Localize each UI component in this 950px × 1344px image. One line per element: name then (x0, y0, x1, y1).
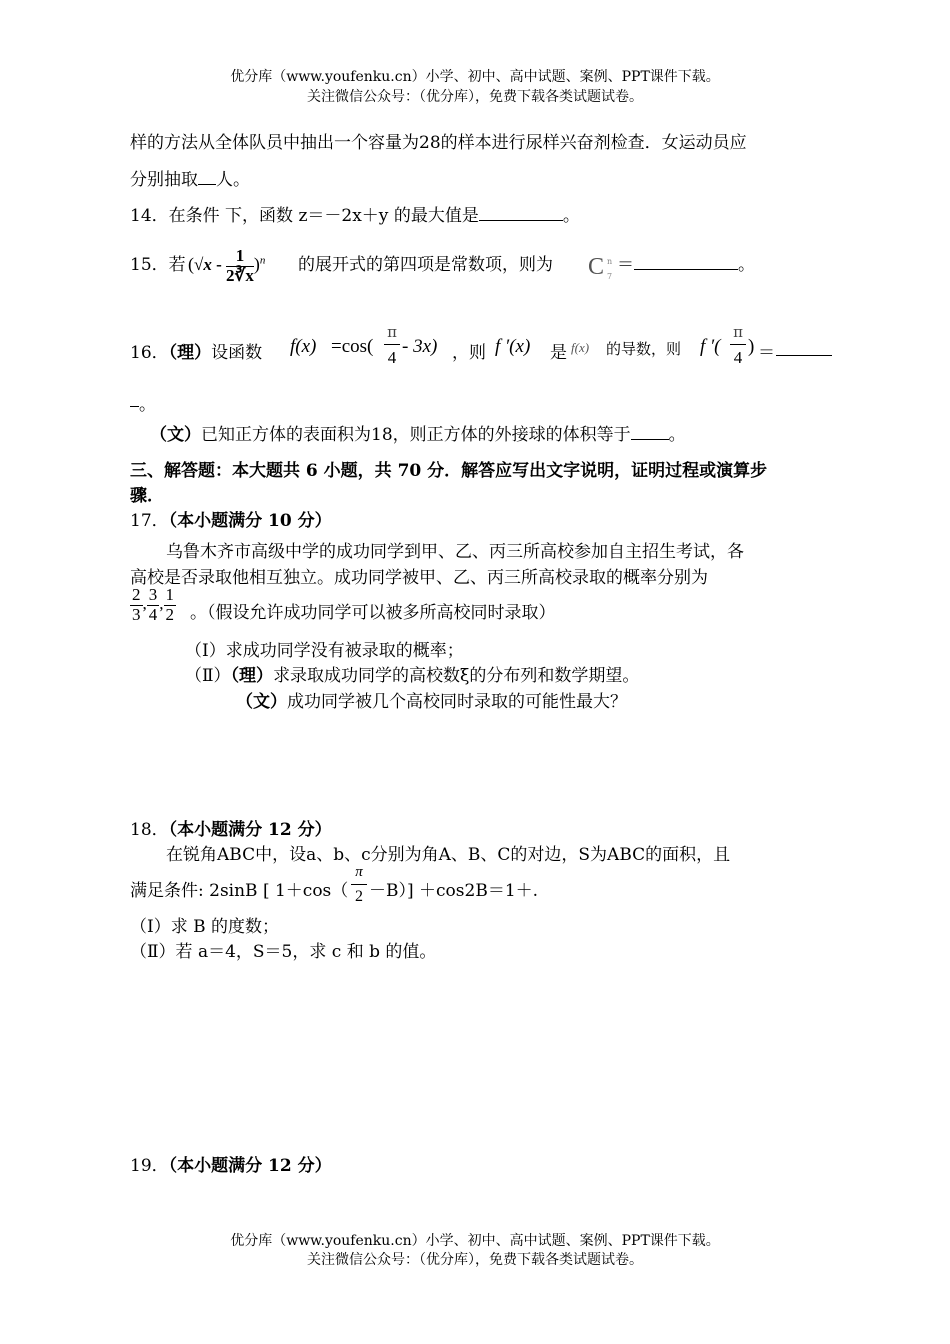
q17-ii-li-text: 求录取成功同学的高校数ξ的分布列和数学期望。 (273, 666, 640, 686)
q14-answer-blank (479, 219, 563, 221)
q15-expression: (√x - $\frac{1}{2∛x}$ )$^n$ (188, 246, 266, 285)
q17-probabilities: $\frac{2}{3}$ , $\frac{3}{4}$ , $\frac{1}{2}$ (132, 585, 174, 624)
q16-text-a: 设函数 (211, 343, 263, 363)
footer-line-1: 优分库（www.youfenku.cn）小学、初中、高中试题、案例、PPT课件下载。 (230, 1233, 720, 1249)
q16-frac-bar-1 (384, 344, 400, 345)
q18-frac-bar (351, 884, 367, 885)
question-14 (130, 201, 580, 226)
q15-fraction (226, 247, 254, 285)
q17-number: 17． (130, 511, 169, 531)
q17-ii-wen-text: 成功同学被几个高校同时录取的可能性最大？ (287, 692, 627, 712)
q17-para-2: 高校是否录取他相互独立。成功同学被甲、乙、丙三所高校录取的概率分别为 (130, 568, 708, 588)
q19-title: （本小题满分 12 分） (168, 1156, 332, 1176)
q16-text-c: 是 (550, 343, 567, 363)
q18-title-line (130, 815, 332, 840)
q16-fprime: f ′(x) (495, 336, 531, 357)
q16-fprime-2: f ′( (700, 336, 721, 357)
q17-frac-3: $\frac{1}{2}$ (165, 585, 174, 624)
q15-frac-den: 2∛x (226, 265, 254, 285)
q15-frac-num: 1 (226, 247, 254, 267)
q16-close: ) (748, 336, 755, 357)
q14-text-a: 在条件 下，函数 z＝－2x＋y 的最大值是 (168, 206, 479, 226)
q16-four-1: 4 (387, 348, 397, 367)
q16-answer-blank-1 (776, 355, 832, 356)
q13-line-1: 样的方法从全体队员中抽出一个容量为28的样本进行尿样兴奋剂检查．女运动员应 (130, 133, 747, 153)
q17-ii-label: （Ⅱ） (185, 666, 231, 686)
q17-ii-li-tag: （理） (230, 666, 274, 686)
header-line-1: 优分库（www.youfenku.cn）小学、初中、高中试题、案例、PPT课件下载。 (230, 69, 720, 85)
q15-text-d: 。 (738, 255, 755, 275)
footer-line-2: 关注微信公众号：（优分库），免费下载各类试题试卷。 (307, 1252, 643, 1268)
q14-text-b: 。 (562, 206, 580, 226)
q15-number: 15． (130, 255, 169, 275)
q18-part-ii: （Ⅱ）若 a＝4，S＝5，求 c 和 b 的值。 (130, 942, 437, 962)
q17-para-3: 。（假设允许成功同学可以被多所高校同时录取） (190, 603, 556, 623)
q15-text-c: ＝ (617, 255, 634, 275)
q15-tail (617, 250, 755, 275)
q18-title: （本小题满分 12 分） (168, 820, 332, 840)
q16-pi-2: π (733, 323, 743, 341)
q15-text-a: 若 (168, 255, 186, 275)
q17-title-line (130, 506, 332, 531)
q13-text-b: 人。 (216, 170, 250, 190)
q15-comb-sub: 7 (607, 272, 613, 281)
q19-title-line (130, 1151, 332, 1176)
q18-number: 18． (130, 820, 169, 840)
q16-minus3x: - 3x) (402, 336, 438, 357)
q18-para-2b: －B）] ＋cos2B＝1＋. (369, 881, 539, 901)
q18-pi: π (355, 864, 363, 880)
q16-cos: =cos( (331, 336, 374, 357)
q16-text-b: ，则 (452, 343, 486, 363)
q17-frac-1: $\frac{2}{3}$ (132, 585, 141, 624)
q16-wen-line (150, 420, 686, 445)
q16-four-2: 4 (733, 348, 743, 367)
q16-text-d: 的导数，则 (606, 340, 682, 358)
q15-comb-symbol: C (588, 254, 605, 280)
q16-pi-1: π (387, 323, 397, 341)
q16-wen-tag: （文） (150, 425, 201, 445)
q17-part-ii-wen (236, 687, 627, 712)
q16-wen-blank (631, 438, 669, 440)
q16-li-tag: （理） (168, 343, 212, 363)
q15-text-b: 的展开式的第四项是常数项，则为 (298, 255, 553, 275)
q16-fx-small: f(x) (571, 340, 590, 355)
q17-ii-wen-tag: （文） (236, 692, 287, 712)
q14-number: 14． (130, 206, 169, 226)
section3-heading-line-1: 三、解答题：本大题共 6 小题，共 70 分．解答应写出文字说明，证明过程或演算步 (130, 461, 768, 481)
q18-para-1: 在锐角ABC中，设a、b、c分别为角A、B、C的对边，S为ABC的面积，且 (166, 845, 731, 865)
q13-line-2 (130, 165, 250, 190)
q16-tail: 。 (139, 395, 156, 415)
q15-answer-blank (634, 268, 738, 270)
q19-number: 19． (130, 1156, 169, 1176)
header-line-2: 关注微信公众号：（优分库），免费下载各类试题试卷。 (307, 89, 643, 105)
q16-wen-end: 。 (668, 425, 686, 445)
q17-part-ii (185, 661, 639, 686)
q18-para-2a: 满足条件: 2sinB [ 1＋cos（ (130, 881, 349, 901)
q15-comb-sup: n (607, 257, 613, 266)
q16-number: 16． (130, 343, 169, 363)
q16-wen-text: 已知正方体的表面积为18，则正方体的外接球的体积等于 (201, 425, 631, 445)
q17-part-i: （Ⅰ）求成功同学没有被录取的概率； (185, 641, 464, 661)
q18-two: 2 (355, 888, 363, 905)
q16-frac-bar-2 (730, 344, 746, 345)
question-15 (130, 250, 186, 275)
q16-number-line (130, 338, 262, 363)
q17-para-1: 乌鲁木齐市高级中学的成功同学到甲、乙、丙三所高校参加自主招生考试，各 (166, 542, 744, 562)
q16-func: f(x) (290, 336, 317, 357)
q17-frac-2: $\frac{3}{4}$ (148, 585, 158, 624)
q13-blank (198, 183, 216, 185)
q17-title: （本小题满分 10 分） (168, 511, 332, 531)
q16-text-e: ＝ (758, 343, 775, 363)
q13-text-a: 分别抽取 (130, 170, 198, 190)
q16-answer-blank-2 (130, 406, 139, 407)
section3-heading-line-2: 骤． (130, 486, 164, 506)
q18-part-i: （Ⅰ）求 B 的度数； (130, 917, 280, 937)
